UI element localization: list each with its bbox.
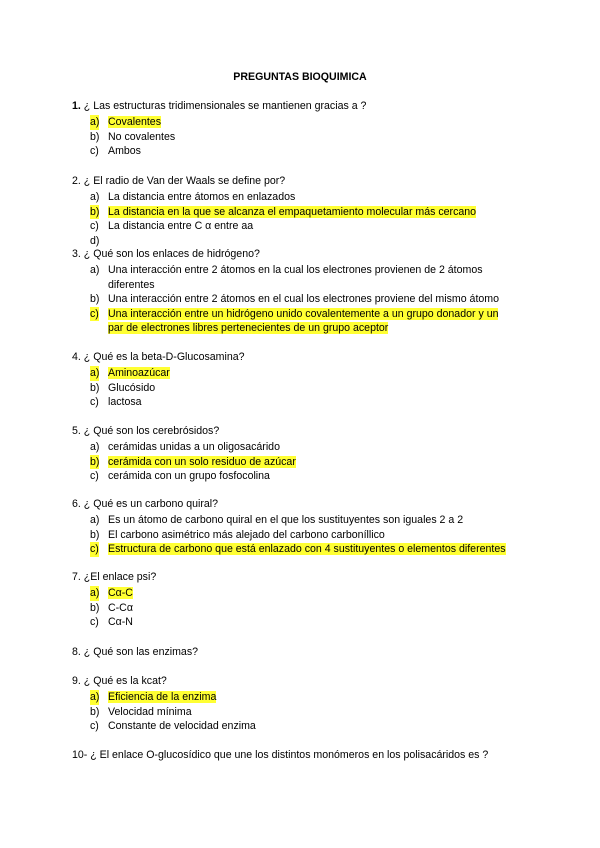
question-number: 4. xyxy=(72,351,81,363)
highlighted-answer: Covalentes xyxy=(108,116,161,128)
highlighted-answer: Cα-C xyxy=(108,587,133,599)
question-text: ¿ Qué es un carbono quiral? xyxy=(80,498,219,510)
highlighted-answer: par de electrones libres pertenecientes de un grupo aceptor xyxy=(108,322,389,335)
highlighted-answer: Eficiencia de la enzima xyxy=(108,691,217,703)
question-text: ¿ El radio de Van der Waals se define por? xyxy=(80,175,286,187)
question-number: 9. xyxy=(72,675,81,687)
question-number: 10- xyxy=(72,749,88,761)
question-3 xyxy=(72,248,260,260)
highlighted-answer: cerámida con un solo residuo de azúcar xyxy=(108,455,296,468)
question-7 xyxy=(72,571,156,583)
question-text: ¿ Las estructuras tridimensionales se mantienen gracias a ? xyxy=(80,100,367,112)
question-8 xyxy=(72,646,198,658)
document-page: PREGUNTAS BIOQUIMICA 1. ¿ Las estructuras tridimensionales se mantienen gracias a ? a) Covalentes b) No covalentes c) Ambos 2. ¿ El radio de Van der Waals se define por? a) La distancia entre átomos en enlazados b) La distancia en la que se alcanza el empaquetamiento molecular más cercano c) La distancia entre C α entre aa d) 3. ¿ Qué son los enlaces de hidrógeno? a) Una interacción entre 2 átomos en la cual los electrones provienen de 2 átomos diferentes b) Una interacción entre 2 átomos en el cual los electrones proviene del mismo átomo c) Una interacción entre un hidrógeno unido covalentemente a un grupo donador y un par de electrones libres pertenecientes de un grupo aceptor 4. ¿ Qué es la beta-D-Glucosamina? a) Aminoazúcar b) Glucósido c) lactosa 5. ¿ Qué son los cerebrósidos? a) cerámidas unidas a un oligosacárido b) cerámida con un solo residuo de azúcar c) cerámida con un grupo fosfocolina 6. ¿ Qué es un carbono quiral? a) Es un átomo de carbono quiral en el que los sustituyentes son iguales 2 a 2 b) El carbono asimétrico más alejado del carbono carboníllico c) Estructura de carbono que está enlazado con 4 sustituyentes o elementos diferentes 7. ¿El enlace psi? a) Cα-C b) C-Cα c) Cα-N 8. ¿ Qué son las enzimas? 9. ¿ Qué es la kcat? a) Eficiencia de la enzima b) Velocidad mínima c) Constante de velocidad enzima 10- ¿ El enlace O-glucosídico que une los distintos monómeros en los polisacáridos es ? xyxy=(0,0,600,848)
question-number: 7. xyxy=(72,571,81,583)
question-number: 3. xyxy=(72,248,81,260)
question-number: 8. xyxy=(72,646,81,658)
question-2 xyxy=(72,175,285,187)
highlighted-answer: Una interacción entre un hidrógeno unido covalentemente a un grupo donador y un xyxy=(108,307,499,320)
highlighted-answer: La distancia en la que se alcanza el empaquetamiento molecular más cercano xyxy=(108,205,477,218)
page-title: PREGUNTAS BIOQUIMICA xyxy=(233,71,367,83)
highlighted-answer: Aminoazúcar xyxy=(108,367,170,379)
highlighted-answer: Estructura de carbono que está enlazado con 4 sustituyentes o elementos diferentes xyxy=(108,543,506,556)
question-10 xyxy=(72,749,488,761)
question-number: 1. xyxy=(72,100,81,112)
question-4 xyxy=(72,351,245,363)
question-text: ¿ Qué son los cerebrósidos? xyxy=(80,425,220,437)
question-number: 6. xyxy=(72,498,81,510)
question-5 xyxy=(72,425,219,437)
question-number: 5. xyxy=(72,425,81,437)
question-text: ¿ Qué es la kcat? xyxy=(80,675,167,687)
question-text: ¿El enlace psi? xyxy=(80,571,157,583)
question-1 xyxy=(72,100,366,112)
question-6 xyxy=(72,498,218,510)
question-text: ¿ El enlace O-glucosídico que une los distintos monómeros en los polisacáridos es ? xyxy=(87,749,489,761)
question-text: ¿ Qué es la beta-D-Glucosamina? xyxy=(80,351,245,363)
question-9 xyxy=(72,675,167,687)
question-number: 2. xyxy=(72,175,81,187)
question-text: ¿ Qué son las enzimas? xyxy=(80,646,199,658)
question-text: ¿ Qué son los enlaces de hidrógeno? xyxy=(80,248,260,260)
